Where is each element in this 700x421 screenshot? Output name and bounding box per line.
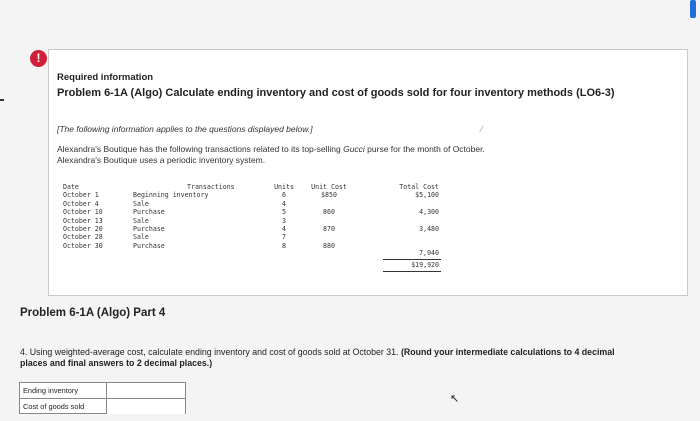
ending-inventory-input[interactable] bbox=[106, 383, 185, 398]
brand-name: Gucci bbox=[343, 144, 365, 154]
cogs-label: Cost of goods sold bbox=[23, 402, 85, 411]
subtotal-underline bbox=[383, 259, 441, 260]
ending-inventory-label: Ending inventory bbox=[23, 386, 79, 395]
required-information-card bbox=[48, 49, 688, 296]
alert-icon: ! bbox=[30, 50, 47, 67]
transactions-table: Date Transactions Units Unit Cost Total Cost October 1 Beginning inventory 6 $850 $5,100 October 4 Sale 4 October 10 Purchase 5 860 4,300 October 13 Sale 3 October 20 Purchase 4 870 3,480 October 28 Sale 7 October 30 Purchase 8 880 7,040 $19,920 bbox=[63, 183, 463, 283]
problem-title: Problem 6-1A (Algo) Calculate ending inventory and cost of goods sold for four inventory methods (LO6-3) bbox=[57, 87, 615, 99]
header-date: Date bbox=[63, 183, 79, 191]
header-transactions: Transactions bbox=[187, 183, 235, 191]
total-underline bbox=[383, 271, 441, 272]
scroll-indicator[interactable] bbox=[690, 0, 696, 18]
cogs-input[interactable] bbox=[106, 399, 185, 414]
answer-row-cost-of-goods-sold bbox=[20, 399, 185, 414]
rounding-instruction: (Round your intermediate calculations to 4 decimal places and final answers to 2 decimal places.) bbox=[20, 347, 615, 368]
nav-edge-marker bbox=[0, 99, 4, 101]
problem-intro: Alexandra's Boutique has the following transactions related to its top-selling Gucci purse for the month of October. Alexandra's Boutique uses a periodic inventory system. bbox=[57, 144, 485, 165]
answer-row-ending-inventory bbox=[20, 383, 185, 399]
required-information-heading: Required information bbox=[57, 72, 154, 83]
grand-total: $19,920 bbox=[411, 261, 439, 269]
instruction-note: [The following information applies to the questions displayed below.] bbox=[57, 124, 313, 134]
header-total-cost: Total Cost bbox=[399, 183, 439, 191]
pencil-icon: ∕ bbox=[481, 124, 483, 134]
header-unit-cost: Unit Cost bbox=[311, 183, 347, 191]
part-title: Problem 6-1A (Algo) Part 4 bbox=[20, 307, 166, 319]
header-units: Units bbox=[274, 183, 294, 191]
mouse-cursor-icon: ↖ bbox=[450, 393, 460, 405]
answer-table bbox=[19, 382, 186, 414]
question-text: 4. Using weighted-average cost, calculate ending inventory and cost of goods sold at October 31. (Round your intermediate calculations to 4 decimal places and final answers to 2 decimal places.) bbox=[20, 347, 615, 368]
